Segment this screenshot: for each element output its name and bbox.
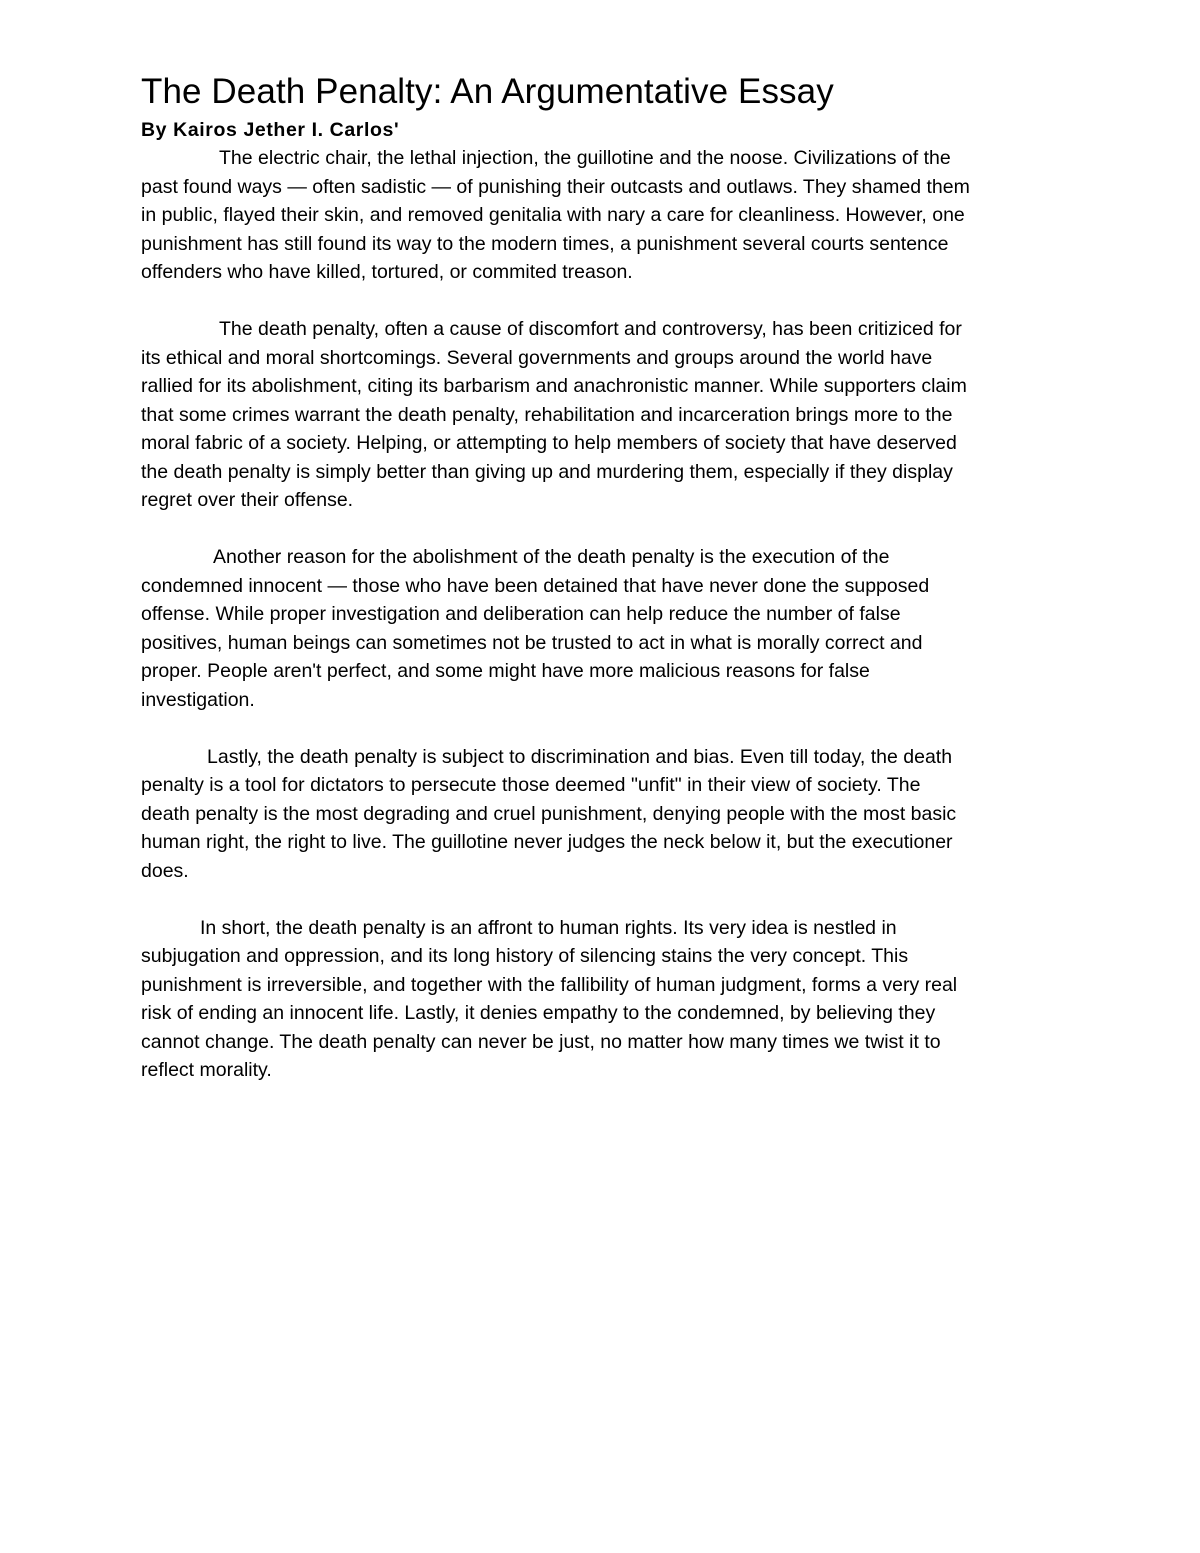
paragraph-conclusion: In short, the death penalty is an affront to human rights. Its very idea is nestled in subjugation and oppression, and its long history of silencing stains the very concept. This punishment is irreversible, and together with the fallibility of human judgment, forms a very real risk of ending an innocent life. Lastly, it denies empathy to the condemned, by believing they cannot change. The death penalty can never be just, no matter how many times we twist it to reflect morality. (141, 916, 958, 1081)
paragraph-innocent: Another reason for the abolishment of the death penalty is the execution of the condemned innocent — those who have been detained that have never done the supposed offense. While proper investigation and deliberation can help reduce the number of false positives, human beings can sometimes not be trusted to act in what is morally correct and proper. People aren't perfect, and some might have more malicious reasons for false investigation. (141, 546, 930, 711)
paragraph-intro: The electric chair, the lethal injection, the guillotine and the noose. Civilizations of the past found ways — often sadistic — of punishing their outcasts and outlaws. They shamed them in public, flayed their skin, and removed genitalia with nary a care for cleanliness. However, one punishment has still found its way to the modern times, a punishment several courts sentence offenders who have killed, tortured, or commited treason. (141, 147, 970, 283)
paragraph-discrimination: Lastly, the death penalty is subject to discrimination and bias. Even till today, the death penalty is a tool for dictators to persecute those deemed "unfit" in their view of society. The death penalty is the most degrading and cruel punishment, denying people with the most basic human right, the right to live. The guillotine never judges the neck below it, but the executioner does. (141, 745, 957, 882)
document-title: The Death Penalty: An Argumentative Essay (141, 72, 834, 111)
author-byline: By Kairos Jether I. Carlos' (141, 119, 400, 141)
paragraph-spacer (141, 287, 1066, 316)
paragraph-spacer (141, 885, 1066, 914)
paragraph-spacer (141, 714, 1066, 743)
paragraph-spacer (141, 515, 1066, 544)
paragraph-ethics: The death penalty, often a cause of discomfort and controversy, has been critiziced for its ethical and moral shortcomings. Several governments and groups around the world have rallied for its abolishment, citing its barbarism and anachronistic manner. While supporters claim that some crimes warrant the death penalty, rehabilitation and incarceration brings more to the moral fabric of a society. Helping, or attempting to help members of society that have deserved the death penalty is simply better than giving up and murdering them, especially if they display regret over their offense. (141, 318, 967, 511)
document-page (141, 68, 1066, 1085)
